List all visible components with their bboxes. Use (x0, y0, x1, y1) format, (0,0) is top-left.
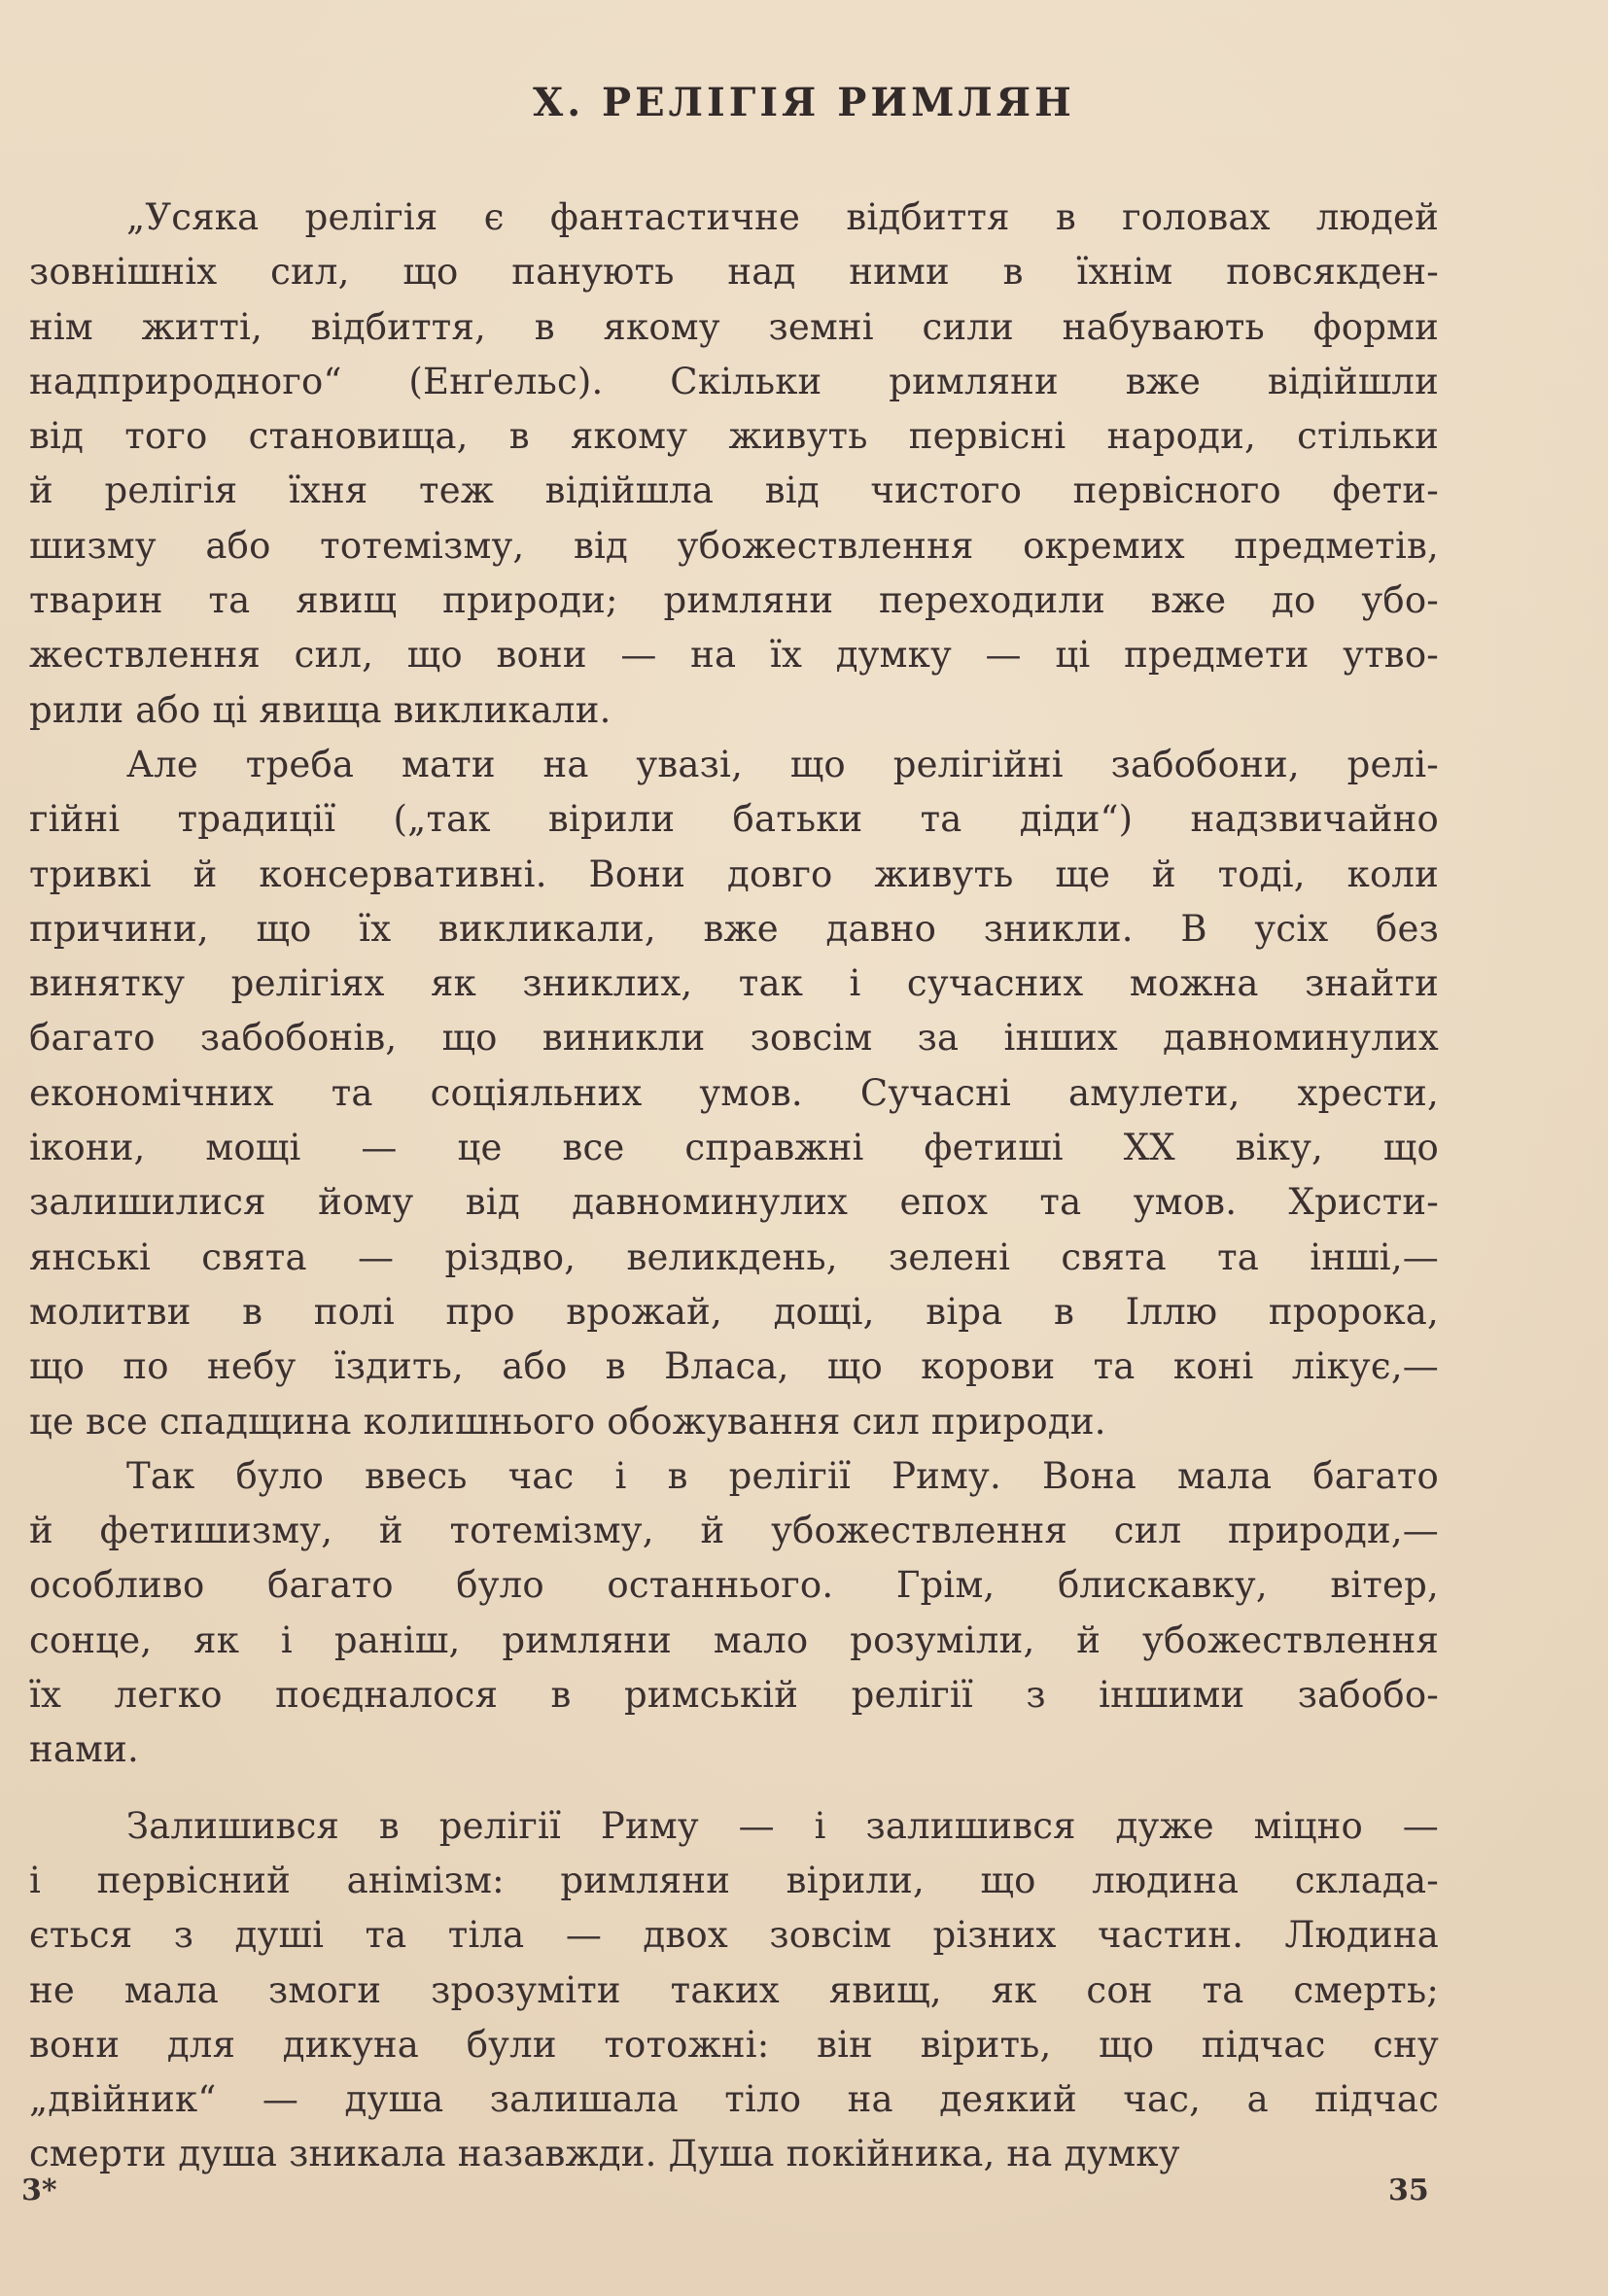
printer-signature: 3* (21, 2174, 57, 2208)
text-line: тривкі й консервативні. Вони довго живуть ще й тоді, коли (29, 852, 1439, 895)
chapter-heading: Х. РЕЛІГІЯ РИМЛЯН (533, 80, 1075, 125)
text-line: їх легко поєдналося в римській релігії з іншими забобо- (29, 1674, 1439, 1717)
page-number: 35 (1388, 2174, 1429, 2208)
paragraph (29, 1799, 1439, 2182)
paragraph (29, 191, 1439, 738)
text-line: причини, що їх викликали, вже давно зникли. В усіх без (29, 907, 1439, 950)
text-line: Залишився в релігії Риму — і залишився дуже міцно — (126, 1804, 1439, 1847)
text-line: нім житті, відбиття, в якому земні сили набувають форми (29, 305, 1439, 348)
text-line: янські свята — різдво, великдень, зелені свята та інші,— (29, 1235, 1439, 1278)
text-line: особливо багато було останнього. Грім, блискавку, вітер, (29, 1564, 1439, 1607)
text-line: рили або ці явища викликали. (29, 688, 612, 731)
text-line: смерти душа зникала назавжди. Душа покійника, на думку (29, 2133, 1180, 2175)
text-line: ється з душі та тіла — двох зовсім різних частин. Людина (29, 1914, 1439, 1957)
text-line: нами. (29, 1728, 139, 1771)
text-line: шизму або тотемізму, від убожествлення окремих предметів, (29, 524, 1439, 567)
text-line: жествлення сил, що вони — на їх думку — ці предмети утво- (29, 634, 1439, 677)
text-line: надприродного“ (Енґельс). Скільки римляни вже відійшли (29, 360, 1439, 402)
text-line: економічних та соціяльних умов. Сучасні амулети, хрести, (29, 1071, 1439, 1114)
text-line: зовнішніх сил, що панують над ними в їхнім повсякден- (29, 251, 1439, 294)
text-line: не мала змоги зрозуміти таких явищ, як сон та смерть; (29, 1968, 1439, 2011)
text-line: й релігія їхня теж відійшла від чистого первісного фети- (29, 470, 1439, 512)
text-line: молитви в полі про врожай, дощі, віра в Іллю пророка, (29, 1290, 1439, 1333)
text-line: від того становища, в якому живуть первісні народи, стільки (29, 415, 1439, 458)
paragraph (29, 1449, 1439, 1778)
text-line: що по небу їздить, або в Власа, що корови та коні лікує,— (29, 1345, 1439, 1388)
text-line: і первісний анімізм: римляни вірили, що людина склада- (29, 1859, 1439, 1901)
text-line: „Усяка релігія є фантастичне відбиття в головах людей (126, 196, 1439, 238)
body-text (29, 191, 1439, 2182)
text-line: багато забобонів, що виникли зовсім за інших давноминулих (29, 1017, 1439, 1060)
text-line: винятку релігіях як зниклих, так і сучасних можна знайти (29, 962, 1439, 1005)
text-line: Так було ввесь час і в релігії Риму. Вона мала багато (126, 1454, 1439, 1497)
text-line: й фетишизму, й тотемізму, й убожествлення сил природи,— (29, 1510, 1439, 1552)
text-line: тварин та явищ природи; римляни переходили вже до убо- (29, 579, 1439, 622)
text-line: гійні традиції („так вірили батьки та діди“) надзвичайно (29, 798, 1439, 841)
text-line: „двійник“ — душа залишала тіло на деякий час, а підчас (29, 2078, 1439, 2121)
text-line: Але треба мати на увазі, що релігійні забобони, релі- (126, 743, 1439, 785)
text-line: ікони, мощі — це все справжні фетиші XX віку, що (29, 1127, 1439, 1169)
text-line: сонце, як і раніш, римляни мало розуміли, й убожествлення (29, 1618, 1439, 1661)
text-line: залишилися йому від давноминулих епох та умов. Христи- (29, 1181, 1439, 1224)
paragraph (29, 738, 1439, 1449)
text-line: вони для дикуна були тотожні: він вірить, що підчас сну (29, 2023, 1439, 2066)
text-line: це все спадщина колишнього обожування сил природи. (29, 1400, 1106, 1443)
